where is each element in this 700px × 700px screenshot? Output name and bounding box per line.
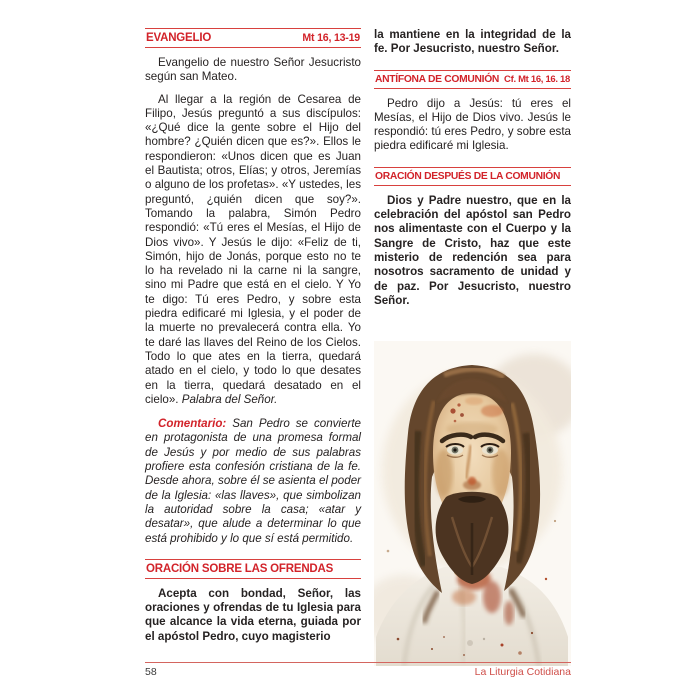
evangelio-intro: Evangelio de nuestro Señor Jesucristo según san Mateo. <box>145 56 361 84</box>
poscomunion-text: Dios y Padre nuestro, que en la celebración del apóstol san Pedro nos alimentaste con el Cuerpo y la Sangre de Cristo, haz que este misterio de redención sea para nosotros sacramento de unidad y de paz. Por Jesucristo, nuestro Señor. <box>374 193 571 307</box>
poscomunion-section <box>374 167 571 308</box>
comentario-text: San Pedro se convierte en protagonista de una promesa formal de Jesús y por medio de sus palabras profiere esta confesión cristiana de la fe. Desde ahora, sobre él se asienta el poder de la Iglesia: «las llaves», que simbolizan la autoridad sobre la casa; «atar y desatar», que alude a determinar lo que está prohibido y lo que sí está permitido. <box>145 417 361 545</box>
page-content <box>145 28 571 666</box>
antifona-section <box>374 70 571 154</box>
ofrendas-text: Acepta con bondad, Señor, las oraciones y ofrendas de tu Iglesia para que alcance la vida eterna, guiada por el apóstol Pedro, cuyo magisterio <box>145 586 361 643</box>
gospel-text: Al llegar a la región de Cesarea de Filipo, Jesús preguntó a sus discípulos: «¿Qué dice la gente sobre el Hijo del hombre? ¿Quién dicen que es?». Ellos le respondieron: «Unos dicen que es Juan el Bautista; otros, Elías; y otros, Jeremías o alguno de los profetas». «Y ustedes, les preguntó, ¿quién dicen que soy?». Tomando la palabra, Simón Pedro respondió: «Tú eres el Mesías, el Hijo de Dios vivo». Y Jesús le dijo: «Feliz de ti, Simón, hijo de Jonás, porque esto no te lo ha revelado ni la carne ni la sangre, sino mi Padre que está en el cielo. Y Yo te digo: Tú eres Pedro, y sobre esta piedra edificaré mi Iglesia, y el poder de la muerte no prevalecerá contra ella. Yo te daré las llaves del Reino de los Cielos. Todo lo que ates en la tierra, quedará atado en el cielo, y todo lo que desates en la tierra, quedará desatado en el cielo». <box>145 92 361 406</box>
ofrendas-title: ORACIÓN SOBRE LAS OFRENDAS <box>146 562 334 575</box>
ofrendas-continuation: la mantiene en la integridad de la fe. Por Jesucristo, nuestro Señor. <box>374 28 571 56</box>
left-column <box>145 28 361 666</box>
antifona-text: Pedro dijo a Jesús: tú eres el Mesías, el Hijo de Dios vivo. Jesús le respondió: tú eres Pedro, y sobre esta piedra edificaré mi Iglesia. <box>374 96 571 153</box>
evangelio-header <box>145 28 361 48</box>
antifona-title: ANTÍFONA DE COMUNIÓN <box>375 73 500 85</box>
ofrendas-section <box>145 559 361 644</box>
comentario-label: Comentario: <box>158 417 227 431</box>
poscomunion-header <box>374 167 571 186</box>
evangelio-reference: Mt 16, 13-19 <box>302 32 360 44</box>
evangelio-section <box>145 28 361 546</box>
jesus-portrait-image <box>374 341 571 666</box>
publication-name: La Liturgia Cotidiana <box>474 666 571 678</box>
page-footer <box>145 662 571 678</box>
evangelio-title: EVANGELIO <box>146 32 212 44</box>
evangelio-body <box>145 93 361 408</box>
ofrendas-header <box>145 559 361 579</box>
right-column <box>374 28 571 666</box>
antifona-reference: Cf. Mt 16, 16. 18 <box>504 73 570 85</box>
poscomunion-title: ORACIÓN DESPUÉS DE LA COMUNIÓN <box>375 170 561 182</box>
gospel-closing: Palabra del Señor. <box>178 392 278 406</box>
comentario <box>145 417 361 546</box>
antifona-header <box>374 70 571 89</box>
page-number: 58 <box>145 666 157 678</box>
